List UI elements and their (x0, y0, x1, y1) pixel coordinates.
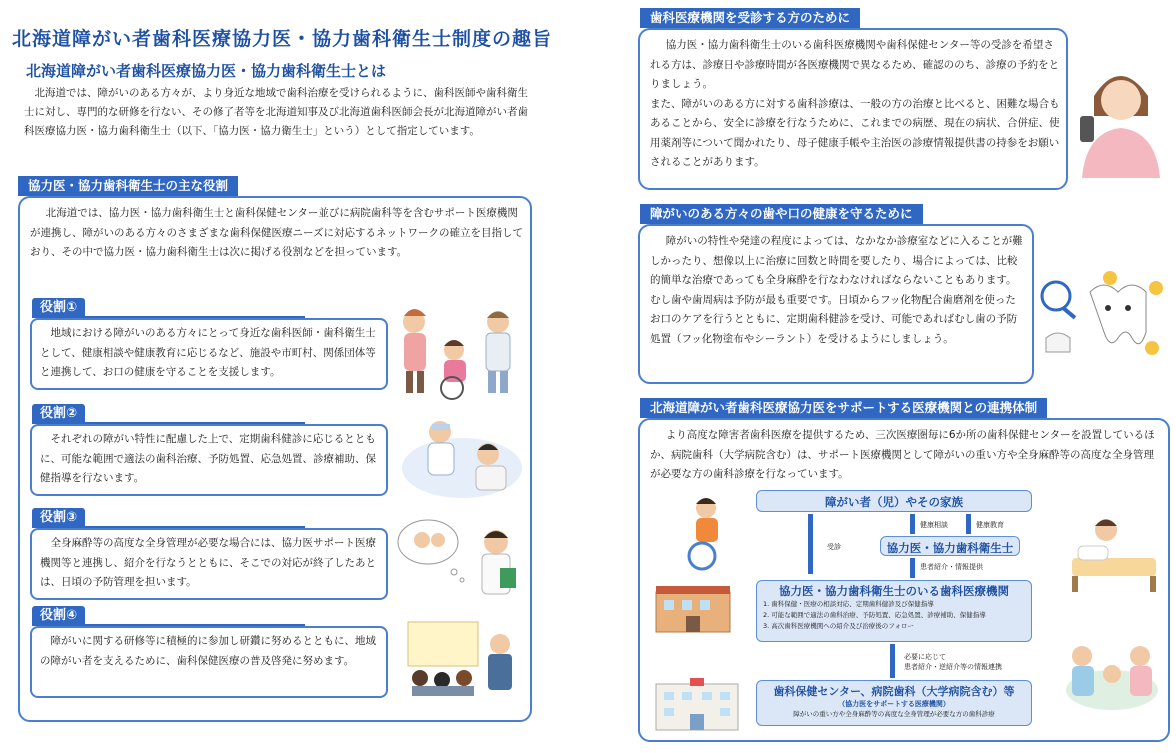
cooperator-label: 協力医・協力歯科衛生士 (886, 541, 1014, 555)
patient-family-label: 障がい者（児）やその家族 (825, 495, 963, 509)
clinic-title: 協力医・協力歯科衛生士のいる歯科医療機関 (779, 584, 1009, 598)
role-4-label: 役割④ (32, 606, 85, 626)
referral-arrow (910, 558, 915, 578)
center-note: 障がいの重い方や全身麻酔等の高度な全身管理が必要な方の歯科診療 (793, 710, 995, 718)
role-2-text: それぞれの障がい特性に配慮した上で、定期歯科健診に応じるとともに、可能な範囲で適法の歯科治療、予防処置、応急処置、診療補助、保健指導を行ないます。 (40, 433, 376, 484)
role-3-text: 全身麻酔等の高度な全身管理が必要な場合には、協力医サポート医療機関等と連携し、紹介を行なうとともに、そこでの対応が終了したあとは、日頃の予防管理を担います。 (40, 537, 376, 588)
dental-treatment-illustration (1056, 634, 1164, 716)
clinic-item-2: 2. 可能な範囲で適法の歯科治療、予防処置、応急処置、診療補助、保健指導 (763, 611, 986, 619)
role-3-box (30, 528, 388, 600)
intro-paragraph: 北海道では、障がいのある方々が、より身近な地域で歯科治療を受けられるように、歯科医師や歯科衛生士に対し、専門的な研修を行ない、その修了者等を北海道知事及び北海道歯科医師会長が北海道障がい者歯科医療協力医・協力歯科衛生士（以下、「協力医・協力衛生士」という）として指定しています。 (24, 87, 528, 137)
roles-section-title: 協力医・協力歯科衛生士の主な役割 (18, 176, 238, 196)
consult-arrow (910, 514, 915, 534)
role-2-label: 役割② (32, 404, 85, 424)
network-section-title: 北海道障がい者歯科医療協力医をサポートする医療機関との連携体制 (640, 398, 1047, 418)
section-subtitle: 北海道障がい者歯科医療協力医・協力歯科衛生士とは (26, 62, 387, 80)
visit-label: 受診 (827, 543, 841, 551)
role-4-box (30, 626, 388, 698)
clinic-box (756, 580, 1032, 642)
role-3-label: 役割③ (32, 508, 85, 528)
visit-arrow (808, 514, 813, 574)
patient-family-box (756, 490, 1032, 512)
health-section-title: 障がいのある方々の歯や口の健康を守るために (640, 204, 923, 224)
caregivers-wheelchair-illustration (392, 300, 524, 400)
visit-text: 協力医・協力歯科衛生士のいる歯科医療機関や歯科保健センター等の受診を希望される方は、診療日や診療時間が各医療機関で異なるため、確認ののち、診療の予約をとりましょう。 また、障がいのある方に対する歯科診療は、一般の方の治療と比べると、困難な場合もあることから、安全に診療を行なうために、これまでの病歴、現在の病状、合併症、使用薬剤等について聞かれたり、母子健康手帳や主治医の診療情報提供書の持参をお願いされることがあります。 (650, 39, 1060, 168)
mutual-label: 必要に応じて 患者紹介・逆紹介等の情報連携 (904, 653, 1002, 671)
referral-label: 患者紹介・情報提供 (920, 563, 983, 571)
dental-checkup-illustration (392, 410, 524, 502)
mutual-arrow (890, 644, 895, 678)
clinic-item-1: 1. 歯科保健・医療の相談対応、定期歯科健診及び保健指導 (763, 600, 934, 608)
role-1-label: 役割① (32, 298, 85, 318)
doctor-nurse-illustration (392, 512, 524, 602)
visit-section-title: 歯科医療機関を受診する方のために (640, 8, 860, 28)
role-4-text: 障がいに関する研修等に積極的に参加し研鑽に努めるとともに、地域の障がい者を支えるために、歯科保健医療の普及啓発に努めます。 (40, 635, 376, 667)
woman-with-phone-illustration (1074, 56, 1166, 178)
center-title: 歯科保健センター、病院歯科（大学病院含む）等 (773, 685, 1015, 698)
cooperator-box (880, 536, 1020, 556)
bed-patient-illustration (1064, 514, 1162, 596)
clinic-item-3: 3. 高次歯科医療機関への紹介及び治療後のフォロー (763, 622, 914, 630)
dental-clinic-building-illustration (652, 582, 734, 634)
role-1-box (30, 318, 388, 390)
page-title: 北海道障がい者歯科医療協力医・協力歯科衛生士制度の趣旨 (12, 28, 553, 50)
center-box (756, 680, 1032, 726)
roles-intro: 北海道では、協力医・協力歯科衛生士と歯科保健センター並びに病院歯科等を含むサポート医療機関が連携し、障がいのある方々のさまざまな歯科保健医療ニーズに対応するネットワークの確立を目指しており、その中で協力医・協力歯科衛生士は次に掲げる役割などを担っています。 (30, 207, 523, 258)
child-wheelchair-illustration (672, 494, 744, 572)
role-2-box (30, 424, 388, 496)
consult-label: 健康相談 (920, 521, 948, 529)
teeth-characters-illustration (1036, 268, 1170, 364)
hospital-building-illustration (652, 676, 742, 732)
education-arrow (966, 514, 971, 534)
network-text: より高度な障害者歯科医療を提供するため、三次医療圏毎に6か所の歯科保健センターを設置しているほか、病院歯科（大学病院含む）は、サポート医療機関として障がいの重い方や全身麻酔等の高度な全身管理が必要な方の歯科診療を行なっています。 (650, 429, 1155, 480)
training-seminar-illustration (404, 616, 524, 698)
role-1-text: 地域における障がいのある方々にとって身近な歯科医師・歯科衛生士として、健康相談や健康教育に応じるなど、施設や市町村、関係団体等と連携して、お口の健康を守ることを支援します。 (40, 327, 376, 378)
visit-panel (638, 28, 1068, 190)
health-panel (638, 224, 1034, 384)
health-text: 障がいの特性や発達の程度によっては、なかなか診療室などに入ることが難しかったり、想像以上に治療に回数と時間を要したり、場合によっては、比較的簡単な治療であっても全身麻酔を行なわなければならないこともあります。 むし歯や歯周病は予防が最も重要です。日頃からフッ化物配合歯磨剤を使ったお口のケアを行うとともに、定期歯科健診を受け、可能であればむし歯の予防処置（フッ化物塗布やシーラント）を受けるようにしましょう。 (650, 235, 1023, 345)
center-subtitle: （協力医をサポートする医療機関） (838, 700, 950, 708)
education-label: 健康教育 (976, 521, 1004, 529)
